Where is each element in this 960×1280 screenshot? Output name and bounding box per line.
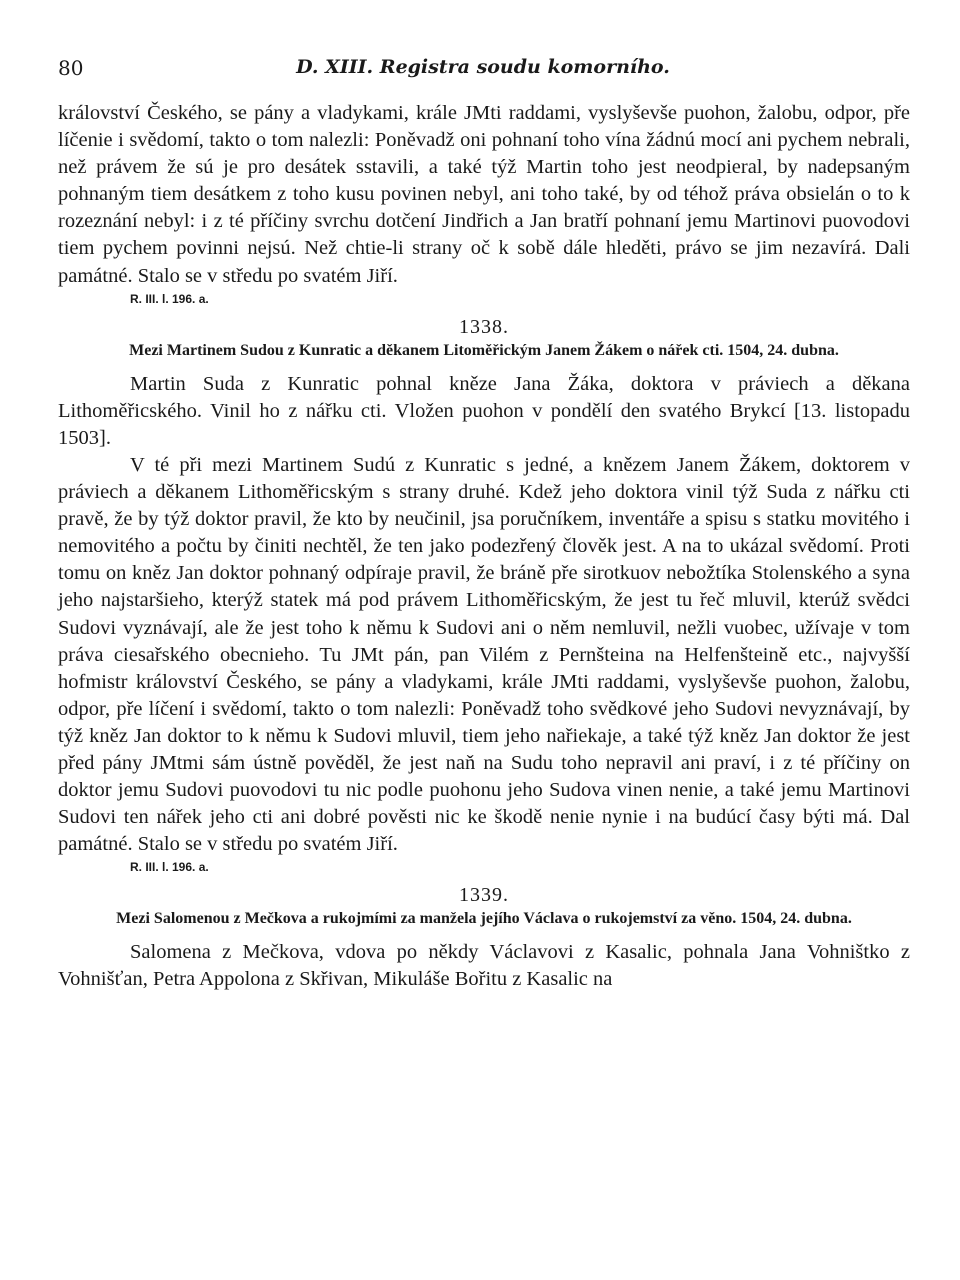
page-number: 80	[58, 56, 84, 80]
entry-summary: Mezi Salomenou z Mečkova a rukojmími za manžela jejího Václava o rukojemství za věno. 1504, 24. dubna.	[116, 910, 852, 928]
body-paragraph: V té při mezi Martinem Sudú z Kunratic s jedné, a knězem Janem Žákem, doktorem v práviech a děkanem Lithoměřicským s strany druhé. Kdež jeho doktora vinil týž Suda z nářku cti pravě, že by týž doktor pravil, že kto by neučinil, jsa poručníkem, inventáře a spisu s statku movitého i nemovitého a počtu by činiti nechtěl, že ten jako podezřený člověk jest. A na to ukázal svědomí. Proti tomu on kněz Jan doktor pohnaný odpíraje pravil, že bráně pře sirotkuov nebožtíka Stolenského a syna jeho najstaršieho, kterýž statek má pod právem Lithoměřicským, že jest tu řeč mluvil, kterúž svědci Sudovi vyznávají, ale že jest toho k němu k Sudovi ani o něm nemluvil, nežli vuobec, užívaje v tom práva ciesařského obecnieho. Tu JMt pán, pan Vilém z Pernšteina na Helfenšteině etc., najvyšší hofmistr království Českého, se pány a vladykami, krále JMti raddami, vyslyševše puohon, žalobu, odpor, pře líčení i svědomí, takto o tom nalezli: Poněvadž toho svědkové jeho Sudovi nevyznávají, by týž kněz Jan doktor to k němu k Sudovi mluvil, tiem jeho nařiekaje, a také týž kněz Jan doktor že jest před pány JMtmi sám ústně pověděl, že jest naň na Sudu toho nepravil ani praví, i z té příčiny on doktor jemu Sudovi puovodovi tu nic podle puohonu jeho Sudova vinen nenie, a také jemu Martinovi Sudovi ten nářek jeho cti ani dobré pověsti nic ke škodě nenie nynie i na budúcí časy býti má. Dal památné. Stalo se v středu po svatém Jiří.	[58, 453, 910, 856]
body-paragraph: Martin Suda z Kunratic pohnal kněze Jana Žáka, doktora v práviech a děkana Lithoměřicského. Vinil ho z nářku cti. Vložen puohon v pondělí den svatého Brykcí [13. listopadu 1503].	[58, 372, 910, 449]
source-citation: R. III. l. 196. a.	[130, 291, 209, 306]
entry-summary: Mezi Martinem Sudou z Kunratic a děkanem Litoměřickým Janem Žákem o nářek cti. 1504, 24. dubna.	[129, 341, 839, 359]
body-paragraph: království Českého, se pány a vladykami, krále JMti raddami, vyslyševše puohon, žalobu, odpor, pře líčenie i svědomí, takto o tom nalezli: Poněvadž oni pohnaní toho vína žádnú mocí ani pychem nebrali, než právem že sú je pro desátek sstavili, a také týž Martin toho jest neodpieral, by nadepsaným pohnaným tiem desátkem z toho kusu povinen nebyl, ani toho také, by od téhož práva obsielán o to k rozeznání nebyl: i z té příčiny svrchu dotčení Jindřich a Jan bratří pohnaní jemu Martinovi puovodovi tiem pychem povinni nejsú. Než chtie-li strany oč k sobě dále hleděti, právo se jim nezavírá. Dali památné. Stalo se v středu po svatém Jiří.	[58, 102, 910, 287]
entry-number: 1339.	[459, 884, 509, 907]
page-header	[58, 56, 908, 86]
running-title: D. XIII. Registra soudu komorního.	[296, 56, 670, 78]
document-body	[58, 100, 910, 994]
entry-number: 1338.	[459, 315, 509, 338]
body-paragraph: Salomena z Mečkova, vdova po někdy Václavovi z Kasalic, pohnala Jana Vohništko z Vohnišťan, Petra Appolona z Skřivan, Mikuláše Bořitu z Kasalic na	[58, 941, 910, 991]
source-citation: R. III. l. 196. a.	[130, 860, 209, 875]
